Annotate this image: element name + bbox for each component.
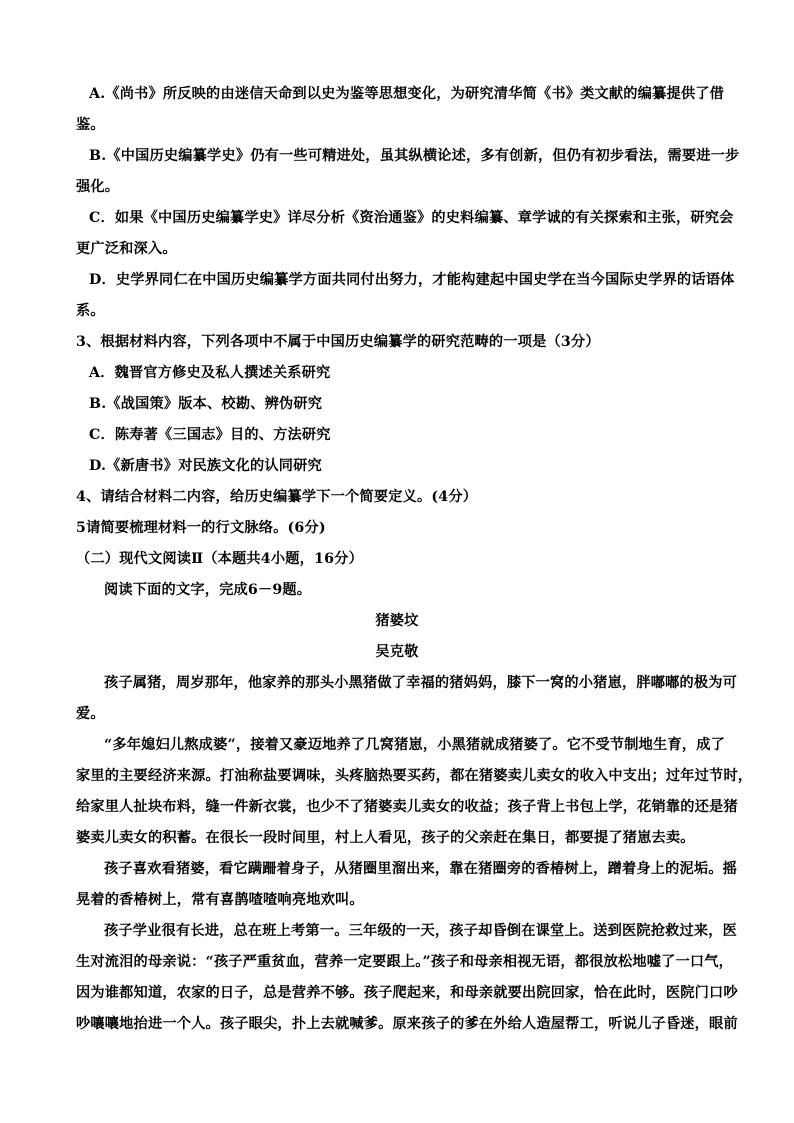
paragraph-3-line-2: 晃着的香椿树上，常有喜鹊喳喳响亮地欢叫。: [76, 892, 364, 908]
section-heading: （二）现代文阅读Ⅱ（本题共4小题，16分）: [76, 551, 363, 567]
question-3: 3、根据材料内容，下列各项中不属于中国历史编纂学的研究范畴的一项是（3分）: [76, 334, 600, 350]
question-3-option-d: D.《新唐书》对民族文化的认同研究: [89, 458, 322, 474]
question-3-option-a: A．魏晋官方修史及私人撰述关系研究: [89, 365, 331, 381]
paragraph-4-line-1: 孩子学业很有长进，总在班上考第一。三年级的一天，孩子却昏倒在课堂上。送到医院抢救过来，医: [104, 923, 738, 939]
option-a-line-2: 鉴。: [76, 117, 105, 133]
option-d-line-2: 系。: [76, 303, 105, 319]
paragraph-4-line-2: 生对流泪的母亲说：“孩子严重贫血，营养一定要跟上。”孩子和母亲相视无语，都很放松地嘘了一口气，: [76, 954, 734, 970]
question-3-option-b: B.《战国策》版本、校勘、辨伪研究: [89, 396, 323, 412]
paragraph-4-line-4: 吵嚷嚷地抬进一个人。孩子眼尖，扑上去就喊爹。原来孩子的爹在外给人造屋帮工，听说儿子昏迷，眼前: [76, 1016, 738, 1032]
paragraph-1-line-2: 爱。: [76, 706, 105, 722]
option-c-line-2: 更广泛和深入。: [76, 241, 177, 257]
story-author: 吴克敬: [375, 644, 419, 660]
question-4: 4、请结合材料二内容，给历史编纂学下一个简要定义。(4分）: [76, 489, 478, 505]
paragraph-2-line-1: “多年媳妇儿熬成婆”，接着又豪迈地养了几窝猪崽，小黑猪就成猪婆了。它不受节制地生育，成了: [104, 737, 725, 753]
option-d-line-1: D．史学界同仁在中国历史编纂学方面共同付出努力，才能构建起中国史学在当今国际史学界的话语体: [89, 272, 735, 288]
paragraph-2-line-3: 给家里人扯块布料，缝一件新衣裳，也少不了猪婆卖儿卖女的收益；孩子背上书包上学，花销靠的还是猪: [76, 799, 738, 815]
option-c-line-1: C．如果《中国历史编纂学史》详尽分析《资治通鉴》的史料编纂、章学诚的有关探索和主张，研究会: [89, 210, 734, 226]
paragraph-2-line-2: 家里的主要经济来源。打油称盐要调味，头疼脑热要买药，都在猪婆卖儿卖女的收入中支出；过年过节时，: [76, 768, 753, 784]
option-a-line-1: A.《尚书》所反映的由迷信天命到以史为鉴等思想变化，为研究清华简《书》类文献的编纂提供了借: [89, 86, 725, 102]
option-b-line-1: B.《中国历史编纂学史》仍有一些可精进处，虽其纵横论述，多有创新，但仍有初步看法，需要进一步: [89, 148, 740, 164]
question-5: 5请简要梳理材料一的行文脉络。(6分): [76, 520, 326, 536]
paragraph-3-line-1: 孩子喜欢看猪婆，看它蹒跚着身子，从猪圈里溜出来，靠在猪圈旁的香椿树上，蹭着身上的泥垢。摇: [104, 861, 738, 877]
paragraph-2-line-4: 婆卖儿卖女的积蓄。在很长一段时间里，村上人看见，孩子的父亲赶在集日，都要提了猪崽去卖。: [76, 830, 695, 846]
option-b-line-2: 强化。: [76, 179, 120, 195]
paragraph-1-line-1: 孩子属猪，周岁那年，他家养的那头小黑猪做了幸福的猪妈妈，膝下一窝的小猪崽，胖嘟嘟的极为可: [104, 675, 738, 691]
story-title: 猪婆坟: [375, 613, 419, 629]
question-3-option-c: C．陈寿著《三国志》目的、方法研究: [89, 427, 331, 443]
reading-instruction: 阅读下面的文字，完成6－9题。: [104, 582, 312, 598]
paragraph-4-line-3: 因为谁都知道，农家的日子，总是营养不够。孩子爬起来，和母亲就要出院回家，恰在此时，医院门口吵: [76, 985, 738, 1001]
